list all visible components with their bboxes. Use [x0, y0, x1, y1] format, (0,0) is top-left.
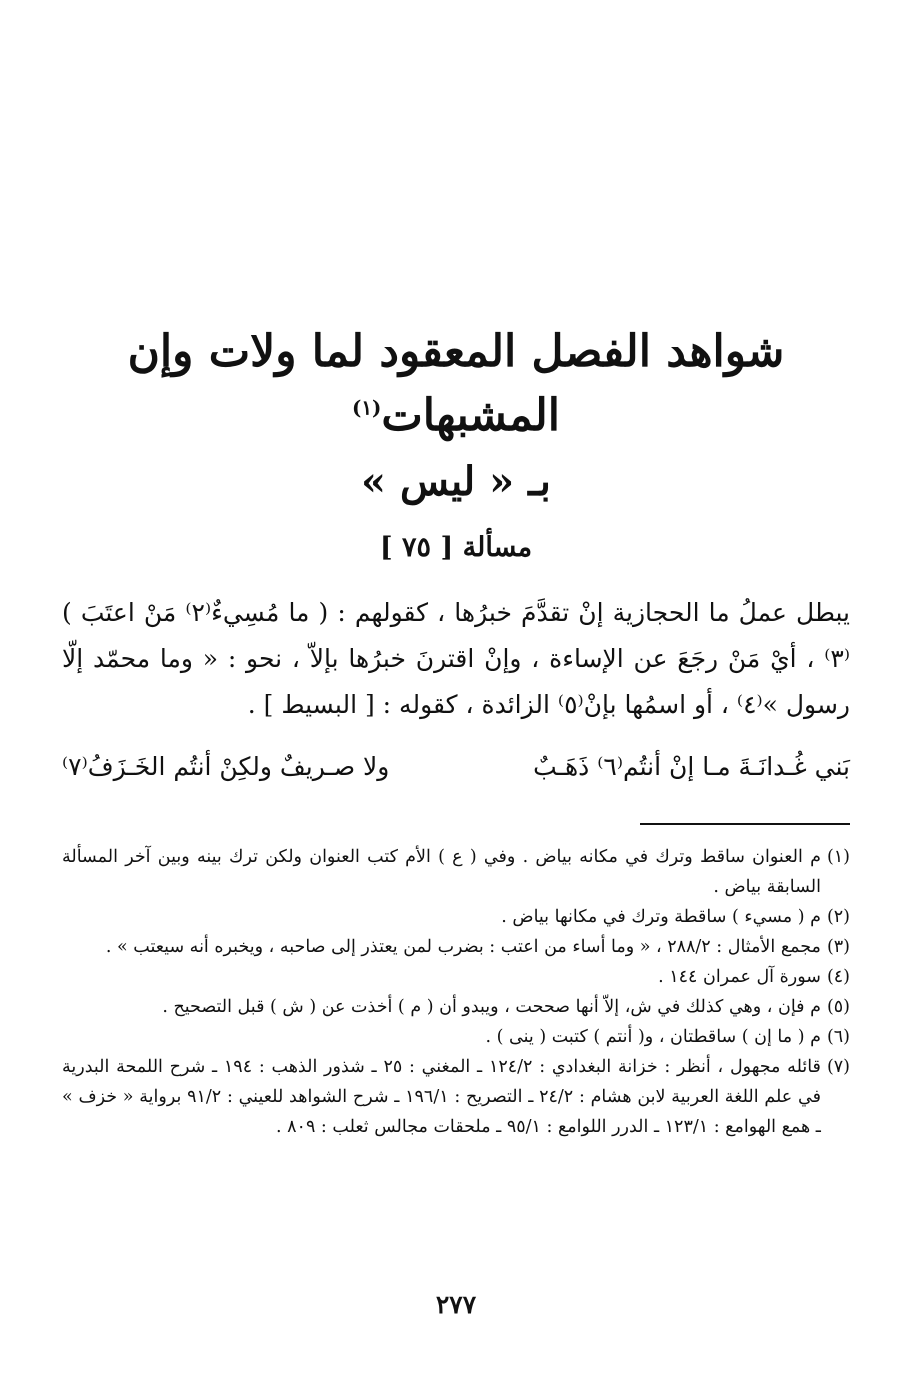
footnote-text: قائله مجهول ، أنظر : خزانة البغدادي : ١٢٤/٢ ـ المغني : ٢٥ ـ شذور الذهب : ١٩٤ ـ شرح اللمحة البدرية في علم اللغة العربية لابن هشام : ٢٤/٢ ـ التصريح : ١٩٦/١ ـ شرح الشواهد للعيني : ٩١/٢ برواية « خزف » ـ همع الهوامع : ١٢٣/١ ـ الدرر اللوامع : ٩٥/١ ـ ملحقات مجالس ثعلب : ٨٠٩ . [62, 1057, 821, 1137]
footnote-number: (٢) [826, 907, 850, 927]
verse-first-hemistich: بَني غُـدانَـةَ مـا إنْ أنتُم⁽٦⁾ ذَهَـبٌ [533, 752, 850, 781]
chapter-subtitle: بـ « ليس » [361, 458, 551, 505]
footnote [62, 1022, 850, 1052]
footnote-text: م فإن ، وهي كذلك في ش، إلاّ أنها صححت ، ويبدو أن ( م ) أخذت عن ( ش ) قبل التصحيح . [162, 997, 821, 1017]
title-footnote-ref: (١) [351, 395, 382, 420]
footnote-text: سورة آل عمران ١٤٤ . [658, 967, 821, 987]
footnote [62, 1052, 850, 1142]
chapter-title-text: شواهد الفصل المعقود لما ولات وإن المشبهات [127, 326, 785, 441]
footnote [62, 902, 850, 932]
body-paragraph: يبطل عملُ ما الحجازية إنْ تقدَّمَ خبرُها ، كقولهم : ( ما مُسِيءٌ⁽٢⁾ مَنْ اعتَبَ )⁽٣⁾ ، أيْ مَنْ رجَعَ عن الإساءة ، وإنْ اقترنَ خبرُها بإلاّ ، نحو : « وما محمّد إلّا رسول »⁽٤⁾ ، أو اسمُها بإنْ⁽٥⁾ الزائدة ، كقوله : [ البسيط ] . [62, 598, 850, 719]
body-text [62, 590, 850, 728]
footnote-text: م ( مسيء ) ساقطة وترك في مكانها بياض . [501, 907, 821, 927]
footnote-number: (٦) [826, 1027, 850, 1047]
footnote-number: (٧) [826, 1057, 850, 1077]
footnote [62, 962, 850, 992]
footnotes [62, 842, 850, 1142]
footnote-number: (٣) [826, 937, 850, 957]
verse-second-hemistich: ولا صـريفٌ ولكِنْ أنتُم الخَـزَفُ⁽٧⁾ [62, 752, 390, 781]
page-number: ٢٧٧ [435, 1290, 477, 1319]
footnote-separator [640, 823, 850, 825]
footnote [62, 932, 850, 962]
poetry-verse [62, 752, 850, 781]
chapter-title [62, 320, 850, 448]
footnote-text: مجمع الأمثال : ٢٨٨/٢ ، « وما أساء من اعتب : بضرب لمن يعتذر إلى صاحبه ، ويخبره أنه سيعتب » . [105, 937, 821, 957]
footnote-number: (٤) [826, 967, 850, 987]
footnote-text: م ( ما إن ) ساقطتان ، و( أنتم ) كتبت ( ينى ) . [485, 1027, 821, 1047]
issue-heading: مسألة [ ٧٥ ] [379, 532, 533, 563]
chapter-title-block [62, 320, 850, 510]
footnote-text: م العنوان ساقط وترك في مكانه بياض . وفي ( ع ) الأم كتب العنوان ولكن ترك بينه وبين آخر المسألة السابقة بياض . [62, 847, 821, 897]
footnote [62, 992, 850, 1022]
footnote-number: (١) [826, 847, 850, 867]
footnote-number: (٥) [826, 997, 850, 1017]
footnote [62, 842, 850, 902]
